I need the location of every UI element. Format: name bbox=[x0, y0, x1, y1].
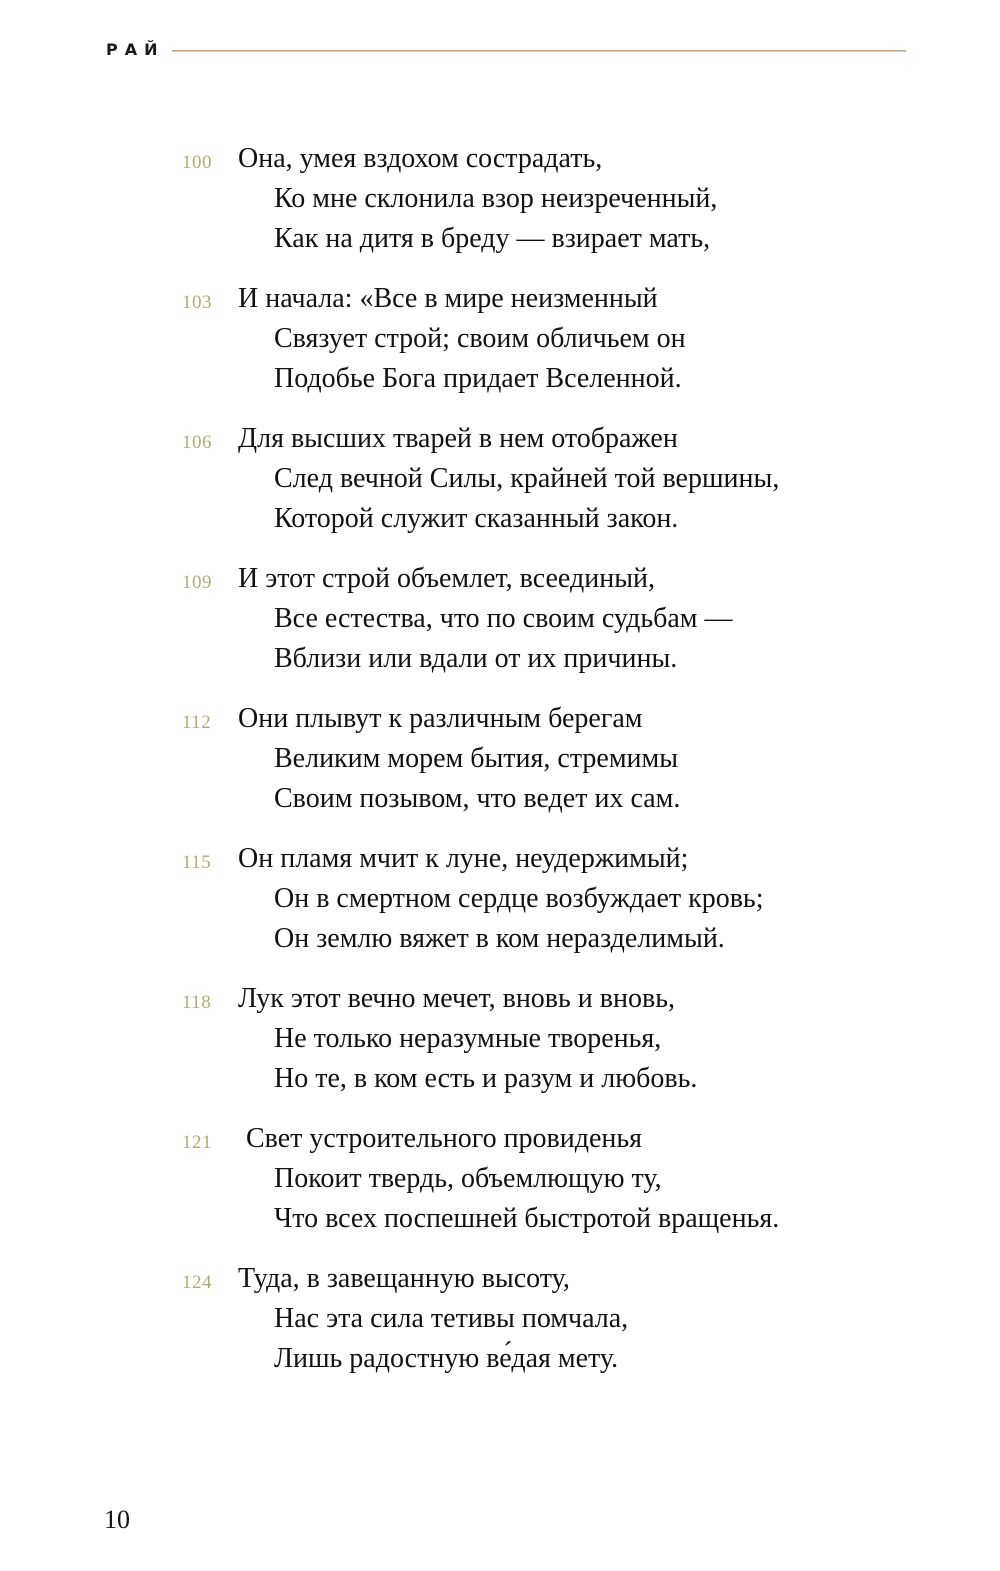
verse-line: Все естества, что по своим судьбам — bbox=[274, 603, 733, 634]
verse-line: Как на дитя в бреду — взирает мать, bbox=[274, 223, 711, 254]
verse-line: Не только неразумные творенья, bbox=[274, 1023, 662, 1054]
verse-line: Подобье Бога придает Вселенной. bbox=[274, 363, 682, 394]
verse-line: Туда, в завещанную высоту, bbox=[238, 1263, 570, 1294]
verse-line: Для высших тварей в нем отображен bbox=[238, 423, 678, 454]
stanza bbox=[0, 425, 1000, 555]
verse-line: Связует строй; своим обличьем он bbox=[274, 323, 686, 354]
verse-line: Которой служит сказанный закон. bbox=[274, 503, 679, 534]
line-number: 106 bbox=[182, 432, 212, 453]
line-number: 109 bbox=[182, 572, 212, 593]
verse-line: И начала: «Все в мире неизменный bbox=[238, 283, 658, 314]
header-rule bbox=[172, 50, 906, 52]
verse-line: Она, умея вздохом сострадать, bbox=[238, 143, 603, 174]
page-number: 10 bbox=[104, 1505, 130, 1534]
line-number: 100 bbox=[182, 152, 212, 173]
verse-line: След вечной Силы, крайней той вершины, bbox=[274, 463, 780, 494]
verse-line: Он в смертном сердце возбуждает кровь; bbox=[274, 883, 764, 914]
stanza bbox=[0, 1265, 1000, 1395]
verse-line: Они плывут к различным берегам bbox=[238, 703, 643, 734]
stanza bbox=[0, 285, 1000, 415]
verse-line: Лишь радостную ве́дая мету. bbox=[274, 1343, 619, 1374]
verse-line: Вблизи или вдали от их причины. bbox=[274, 643, 678, 674]
line-number: 115 bbox=[182, 852, 212, 873]
verse-line: Он землю вяжет в ком неразделимый. bbox=[274, 923, 725, 954]
verse-line: Своим позывом, что ведет их сам. bbox=[274, 783, 681, 814]
stanza bbox=[0, 705, 1000, 835]
verse-line: Покоит твердь, объемлющую ту, bbox=[274, 1163, 662, 1194]
verse-line: Нас эта сила тетивы помчала, bbox=[274, 1303, 629, 1334]
line-number: 112 bbox=[182, 712, 212, 733]
verse-line: Свет устроительного провиденья bbox=[246, 1123, 643, 1154]
verse-line: Лук этот вечно мечет, вновь и вновь, bbox=[238, 983, 675, 1014]
verse-line: И этот строй объемлет, всеединый, bbox=[238, 563, 655, 594]
stanza bbox=[0, 145, 1000, 275]
stanza bbox=[0, 985, 1000, 1115]
verse-line: Великим морем бытия, стремимы bbox=[274, 743, 679, 774]
verse-line: Но те, в ком есть и разум и любовь. bbox=[274, 1063, 698, 1094]
stanza bbox=[0, 565, 1000, 695]
stanza bbox=[0, 1125, 1000, 1255]
verse-line: Ко мне склонила взор неизреченный, bbox=[274, 183, 718, 214]
verse-line: Он пламя мчит к луне, неудержимый; bbox=[238, 843, 689, 874]
verse-line: Что всех поспешней быстротой вращенья. bbox=[274, 1203, 780, 1234]
line-number: 124 bbox=[182, 1272, 212, 1293]
line-number: 103 bbox=[182, 292, 212, 313]
line-number: 121 bbox=[182, 1132, 212, 1153]
stanza bbox=[0, 845, 1000, 975]
running-head: РАЙ bbox=[106, 40, 165, 59]
line-number: 118 bbox=[182, 992, 212, 1013]
